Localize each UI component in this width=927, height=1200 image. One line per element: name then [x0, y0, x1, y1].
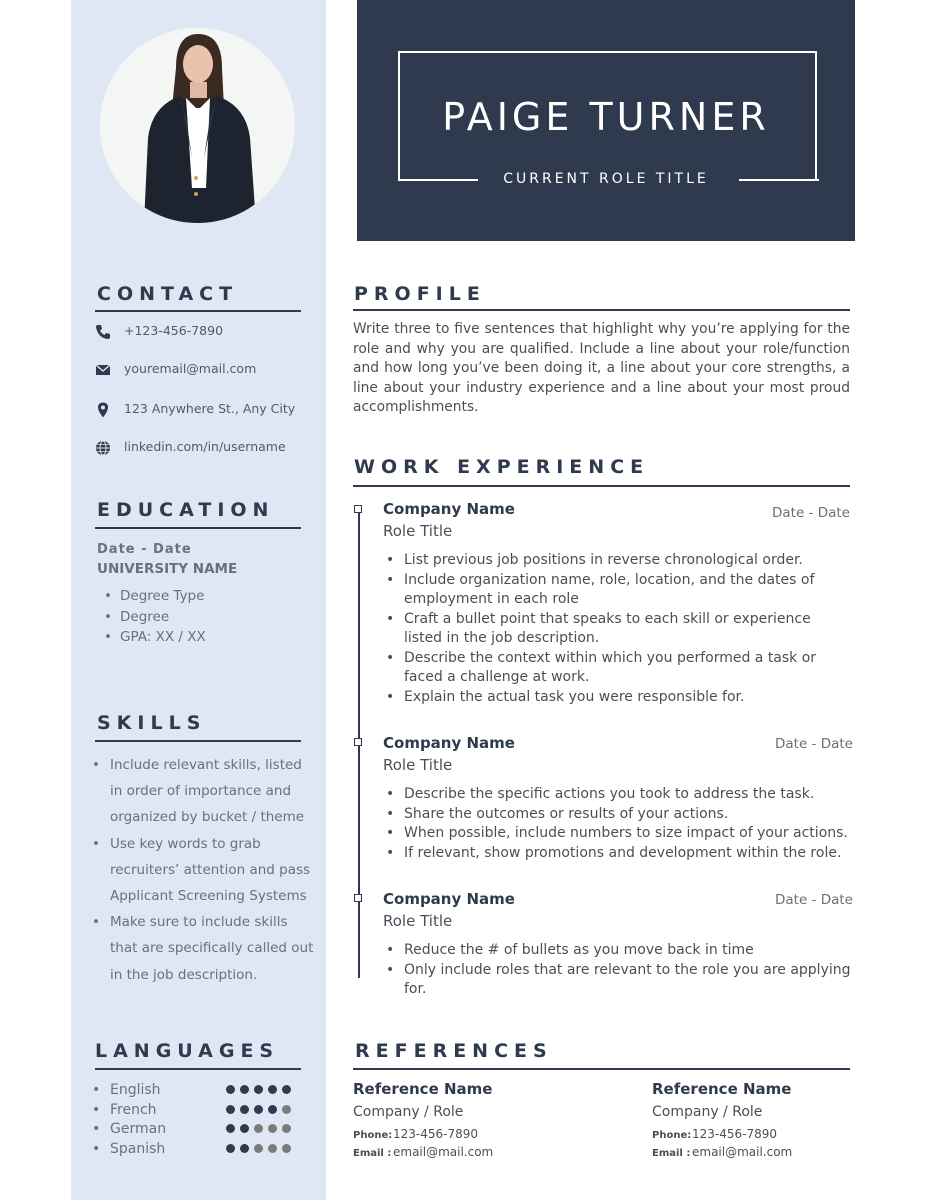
list-item: • Include organization name, role, location, and the dates of employment in each role	[383, 571, 853, 610]
section-divider	[353, 309, 850, 311]
university-name: UNIVERSITY NAME	[97, 561, 238, 577]
contact-email	[95, 360, 310, 380]
proficiency-dot-filled	[254, 1085, 263, 1094]
profile-summary: Write three to five sentences that highlight why you’re applying for the role and why you are qualified. Include a line about your role/function and how long you’ve been doing it, a line about your core strengths, a line about your industry experience and a line about your most proud accomplishments.	[353, 321, 850, 416]
email-label: Email :	[652, 1148, 691, 1159]
list-item: • Explain the actual task you were responsible for.	[383, 688, 853, 708]
proficiency-dot-empty	[268, 1144, 277, 1153]
section-divider	[95, 310, 301, 312]
job-entry	[383, 734, 853, 863]
proficiency-dot-empty	[254, 1124, 263, 1133]
reference-company: Company / Role	[353, 1104, 464, 1120]
work-experience-heading: WORK EXPERIENCE	[354, 456, 650, 478]
language-name: • Spanish	[92, 1140, 166, 1160]
list-item: • Use key words to grab recruiters’ attention and pass Applicant Screening Systems	[92, 831, 317, 910]
list-item: • Include relevant skills, listed in order of importance and organized by bucket / theme	[92, 752, 317, 831]
email-label: Email :	[353, 1148, 392, 1159]
contact-phone	[95, 322, 310, 342]
profile-heading: PROFILE	[354, 283, 486, 305]
role-title: Role Title	[383, 756, 453, 774]
list-item: • Make sure to include skills that are specifically called out in the job description.	[92, 909, 317, 988]
contact-address-text: 123 Anywhere St., Any City	[124, 401, 296, 416]
contact-linkedin	[95, 438, 310, 458]
mail-icon	[95, 362, 111, 378]
role-title: Role Title	[383, 912, 453, 930]
timeline-marker	[354, 505, 362, 513]
proficiency-dot-filled	[226, 1085, 235, 1094]
list-item: • If relevant, show promotions and development within the role.	[383, 844, 853, 864]
proficiency-dot-filled	[254, 1105, 263, 1114]
proficiency-dot-filled	[240, 1124, 249, 1133]
proficiency-dot-filled	[240, 1105, 249, 1114]
proficiency-dot-filled	[226, 1124, 235, 1133]
proficiency-dot-empty	[282, 1105, 291, 1114]
globe-icon	[95, 440, 111, 456]
proficiency-dot-empty	[254, 1144, 263, 1153]
language-name: • French	[92, 1101, 166, 1121]
list-item: • Reduce the # of bullets as you move back in time	[383, 941, 853, 961]
language-name: • English	[92, 1081, 166, 1101]
timeline-marker	[354, 894, 362, 902]
phone-icon	[95, 324, 111, 340]
proficiency-dot-filled	[240, 1085, 249, 1094]
section-divider	[95, 527, 301, 529]
contact-heading: CONTACT	[97, 283, 239, 305]
proficiency-dot-empty	[282, 1144, 291, 1153]
language-proficiency	[226, 1084, 291, 1162]
reference-company: Company / Role	[652, 1104, 763, 1120]
proficiency-dot-filled	[226, 1144, 235, 1153]
list-item: • Describe the specific actions you took to address the task.	[383, 785, 853, 805]
list-item: • Share the outcomes or results of your actions.	[383, 805, 853, 825]
phone-label: Phone:	[353, 1130, 393, 1141]
contact-phone-text: +123-456-7890	[124, 323, 224, 338]
timeline-marker	[354, 738, 362, 746]
role-title: Role Title	[383, 522, 453, 540]
section-divider	[353, 1068, 850, 1070]
location-pin-icon	[95, 402, 111, 418]
proficiency-dot-empty	[268, 1124, 277, 1133]
proficiency-row	[226, 1123, 291, 1143]
skills-list	[92, 752, 317, 988]
reference-entry	[353, 1080, 593, 1162]
list-item: • When possible, include numbers to size impact of your actions.	[383, 824, 853, 844]
reference-contact	[353, 1126, 593, 1162]
job-dates: Date - Date	[772, 505, 850, 521]
job-entry	[383, 890, 853, 1000]
list-item: • List previous job positions in reverse chronological order.	[383, 551, 853, 571]
list-item: • Describe the context within which you performed a task or faced a challenge at work.	[383, 649, 853, 688]
company-name: Company Name	[383, 500, 515, 518]
proficiency-dot-filled	[226, 1105, 235, 1114]
reference-phone: 123-456-7890	[692, 1127, 778, 1141]
reference-name: Reference Name	[652, 1080, 792, 1098]
list-item: • Only include roles that are relevant to the role you are applying for.	[383, 961, 853, 1000]
current-role-title: CURRENT ROLE TITLE	[503, 171, 709, 187]
reference-entry	[652, 1080, 892, 1162]
references-heading: REFERENCES	[355, 1040, 553, 1062]
job-bullets	[383, 785, 853, 863]
contact-address	[95, 400, 310, 420]
list-item: • Craft a bullet point that speaks to each skill or experience listed in the job description.	[383, 610, 853, 649]
language-name: • German	[92, 1120, 166, 1140]
reference-contact	[652, 1126, 892, 1162]
proficiency-row	[226, 1104, 291, 1124]
languages-list	[92, 1081, 166, 1159]
section-divider	[95, 740, 301, 742]
proficiency-dot-filled	[268, 1085, 277, 1094]
education-heading: EDUCATION	[97, 499, 275, 521]
name-header	[357, 0, 855, 241]
proficiency-dot-filled	[240, 1144, 249, 1153]
proficiency-row	[226, 1143, 291, 1163]
proficiency-dot-filled	[268, 1105, 277, 1114]
list-item: • GPA: XX / XX	[104, 627, 206, 648]
list-item: • Degree Type	[104, 586, 206, 607]
company-name: Company Name	[383, 890, 515, 908]
reference-email[interactable]: email@mail.com	[692, 1145, 793, 1159]
contact-linkedin-text[interactable]: linkedin.com/in/username	[124, 439, 286, 454]
job-dates: Date - Date	[775, 736, 853, 752]
education-list	[104, 586, 206, 648]
job-dates: Date - Date	[775, 892, 853, 908]
person-portrait-image	[100, 28, 295, 223]
job-bullets	[383, 551, 853, 707]
profile-photo	[100, 28, 295, 223]
reference-name: Reference Name	[353, 1080, 493, 1098]
list-item: • Degree	[104, 607, 206, 628]
proficiency-dot-filled	[282, 1085, 291, 1094]
reference-email[interactable]: email@mail.com	[393, 1145, 494, 1159]
job-bullets	[383, 941, 853, 1000]
contact-email-text[interactable]: youremail@mail.com	[124, 361, 257, 376]
candidate-name: PAIGE TURNER	[442, 95, 770, 139]
phone-label: Phone:	[652, 1130, 692, 1141]
proficiency-row	[226, 1084, 291, 1104]
languages-heading: LANGUAGES	[95, 1040, 280, 1062]
section-divider	[95, 1068, 301, 1070]
skills-heading: SKILLS	[97, 712, 207, 734]
reference-phone: 123-456-7890	[393, 1127, 479, 1141]
job-entry	[383, 500, 853, 707]
education-date: Date - Date	[97, 542, 192, 557]
company-name: Company Name	[383, 734, 515, 752]
section-divider	[353, 485, 850, 487]
proficiency-dot-empty	[282, 1124, 291, 1133]
